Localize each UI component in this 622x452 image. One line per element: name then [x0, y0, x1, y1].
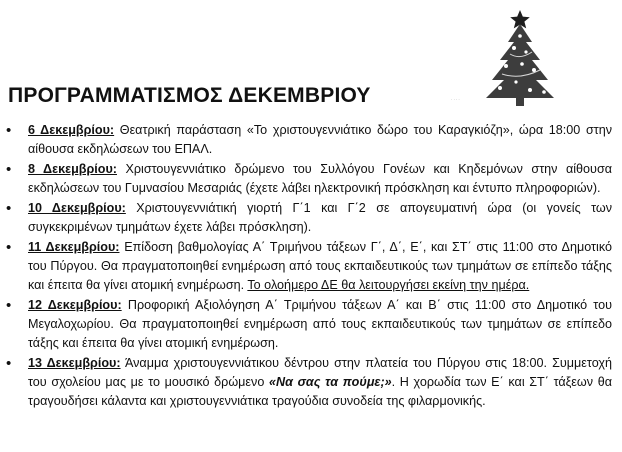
list-item [0, 296, 622, 353]
event-description: Χριστουγεννιάτική γιορτή Γ΄1 και Γ΄2 σε απογευματινή ώρα (οι γονείς των συγκεκριμένων τμημάτων έχετε λάβει πρόσκληση). [28, 201, 612, 234]
event-date: 8 Δεκεμβρίου: [28, 162, 117, 176]
event-highlight: «Να σας τα πούμε;» [269, 375, 392, 389]
event-note: Το ολοήμερο ΔΕ θα λειτουργήσει εκείνη την ημέρα. [247, 278, 530, 292]
event-date: 11 Δεκεμβρίου: [28, 240, 120, 254]
list-item [0, 199, 622, 237]
list-item [0, 238, 622, 295]
event-date: 6 Δεκεμβρίου: [28, 123, 115, 137]
list-item [0, 160, 622, 198]
christmas-tree-icon [476, 8, 580, 108]
page-title: ΠΡΟΓΡΑΜΜΑΤΙΣΜΟΣ ΔΕΚΕΜΒΡΙΟΥ [8, 84, 371, 107]
event-date: 13 Δεκεμβρίου: [28, 356, 121, 370]
event-list [0, 121, 622, 411]
event-description: Θεατρική παράσταση «Το χριστουγεννιάτικο δώρο του Καραγκιόζη», ώρα 18:00 στην αίθουσα εκδηλώσεων του ΕΠΑΛ. [28, 123, 613, 156]
image-caption: · · · · [451, 97, 460, 102]
event-date: 10 Δεκεμβρίου: [28, 201, 126, 215]
event-description-tail: . Η χορωδία των Ε΄ και ΣΤ΄ τάξεων θα τραγουδήσει κάλαντα και χριστουγεννιάτικα τραγούδια συνοδεία της φιλαρμονικής. [28, 375, 612, 408]
event-description: Προφορική Αξιολόγηση Α΄ Τριμήνου τάξεων Α΄ και Β΄ στις 11:00 στο Δημοτικό του Μεγαλοχωρίου. Θα πραγματοποιηθεί ενημέρωση από τους εκπαιδευτικούς των τμημάτων σε επίπεδο τάξης και έπειτα θα γίνει ατομική ενημέρωση. [28, 298, 612, 350]
list-item [0, 354, 622, 411]
event-description: Άναμμα χριστουγεννιάτικου δέντρου στην πλατεία του Πύργου στις 18:00. Συμμετοχή του σχολείου μας με το μουσικό δρώμενο [28, 356, 612, 389]
event-date: 12 Δεκεμβρίου: [28, 298, 122, 312]
list-item [0, 121, 622, 159]
event-description: Χριστουγεννιάτικο δρώμενο του Συλλόγου Γονέων και Κηδεμόνων στην αίθουσα εκδηλώσεων του Γυμνασίου Μεσαριάς (έχετε λάβει ηλεκτρονική πρόσκληση και έντυπο πληροφοριών). [28, 162, 612, 195]
event-description: Επίδοση βαθμολογίας Α΄ Τριμήνου τάξεων Γ΄, Δ΄, Ε΄, και ΣΤ΄ στις 11:00 στο Δημοτικό του Πύργου. Θα πραγματοποιηθεί ενημέρωση από τους εκπαιδευτικούς των τμημάτων σε επίπεδο τάξης και έπειτα θα γίνει ατομική ενημέρωση. [28, 240, 612, 292]
